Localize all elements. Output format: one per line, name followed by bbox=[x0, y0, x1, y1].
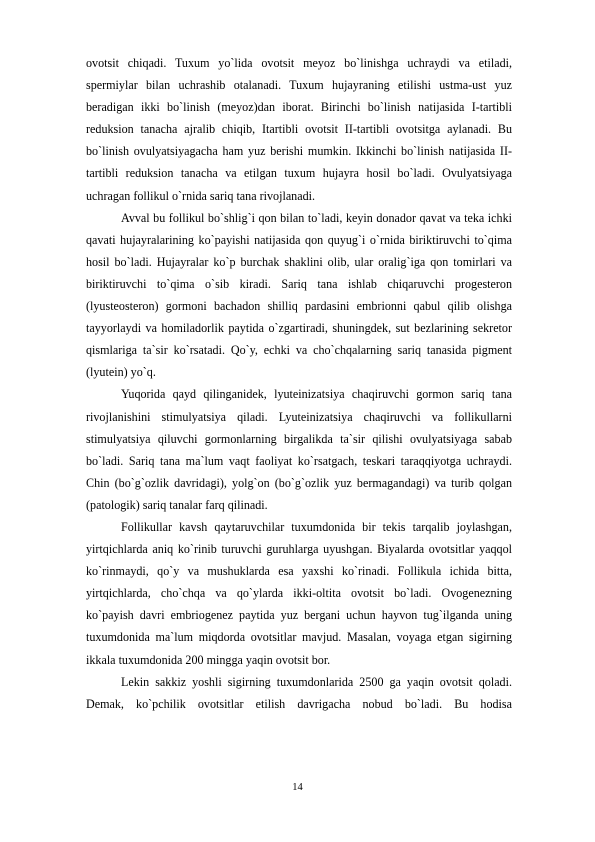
paragraph-4: Follikullar kavsh qaytaruvchilar tuxumdonida bir tekis tarqalib joylashgan, yirtqichlarda aniq ko`rinib turuvchi guruhlarga uyushgan. Biyalarda ovotsitlar yaqqol ko`rinmaydi, qo`y va mushuklarda esa yaxshi ko`rinadi. Follikula ichida bitta, yirtqichlarda, cho`chqa va qo`ylarda ikki-oltita ovotsit bo`ladi. Ovogenezning ko`payish davri embriogenez paytida yuz bergani uchun hayvon tug`ilganda uning tuxumdonida ma`lum miqdorda ovotsitlar mavjud. Masalan, voyaga etgan sigirning ikkala tuxumdonida 200 mingga yaqin ovotsit bor. bbox=[86, 519, 512, 667]
document-body bbox=[86, 52, 512, 715]
paragraph-1: ovotsit chiqadi. Tuxum yo`lida ovotsit meyoz bo`linishga uchraydi va etiladi, spermiylar bilan uchrashib otalanadi. Tuxum hujayraning etilishi ustma-ust yuz beradigan ikki bo`linish (meyoz)dan iborat. Birinchi bo`linish natijasida I-tartibli reduksion tanacha ajralib chiqib, Itartibli ovotsit II-tartibli ovotsitga aylanadi. Bu bo`linish ovulyatsiyagacha ham yuz berishi mumkin. Ikkinchi bo`linish natijasida II-tartibli reduksion tanacha va etilgan tuxum hujayra hosil bo`ladi. Ovulyatsiyaga uchragan follikul o`rnida sariq tana rivojlanadi. bbox=[86, 56, 512, 203]
paragraph-2: Avval bu follikul bo`shlig`i qon bilan to`ladi, keyin donador qavat va teka ichki qavati hujayralarining ko`payishi natijasida qon quyug`i o`rnida biriktiruvchi to`qima hosil bo`ladi. Hujayralar ko`p burchak shaklini olib, ular oralig`iga qon tomirlari va biriktiruvchi to`qima o`sib kiradi. Sariq tana ishlab chiqaruvchi progesteron (lyusteosteron) gormoni bachadon shilliq pardasini embrionni qabul qilib olishga tayyorlaydi va homiladorlik paytida o`zgartiradi, shuningdek, sut bezlarining sekretor qismlariga ta`sir ko`rsatadi. Qo`y, echki va cho`chqalarning sariq tanasida pigment (lyutein) yo`q. bbox=[86, 210, 512, 380]
paragraph-5: Lekin sakkiz yoshli sigirning tuxumdonlarida 2500 ga yaqin ovotsit qoladi. Demak, ko`pchilik ovotsitlar etilish davrigacha nobud bo`ladi. Bu hodisa bbox=[86, 674, 512, 711]
paragraph-3: Yuqorida qayd qilinganidek, lyuteinizatsiya chaqiruvchi gormon sariq tana rivojlanishini stimulyatsiya qiladi. Lyuteinizatsiya chaqiruvchi va follikullarni stimulyatsiya qiluvchi gormonlarning birgalikda ta`sir qilishi ovulyatsiyaga sabab bo`ladi. Sariq tana ma`lum vaqt faoliyat ko`rsatgach, teskari taraqqiyotga uchraydi. Chin (bo`g`ozlik davridagi), yolg`on (bo`g`ozlik yuz bermagandagi) va turib qolgan (patologik) sariq tanalar farq qilinadi. bbox=[86, 387, 512, 512]
page-number: 14 bbox=[292, 782, 303, 793]
